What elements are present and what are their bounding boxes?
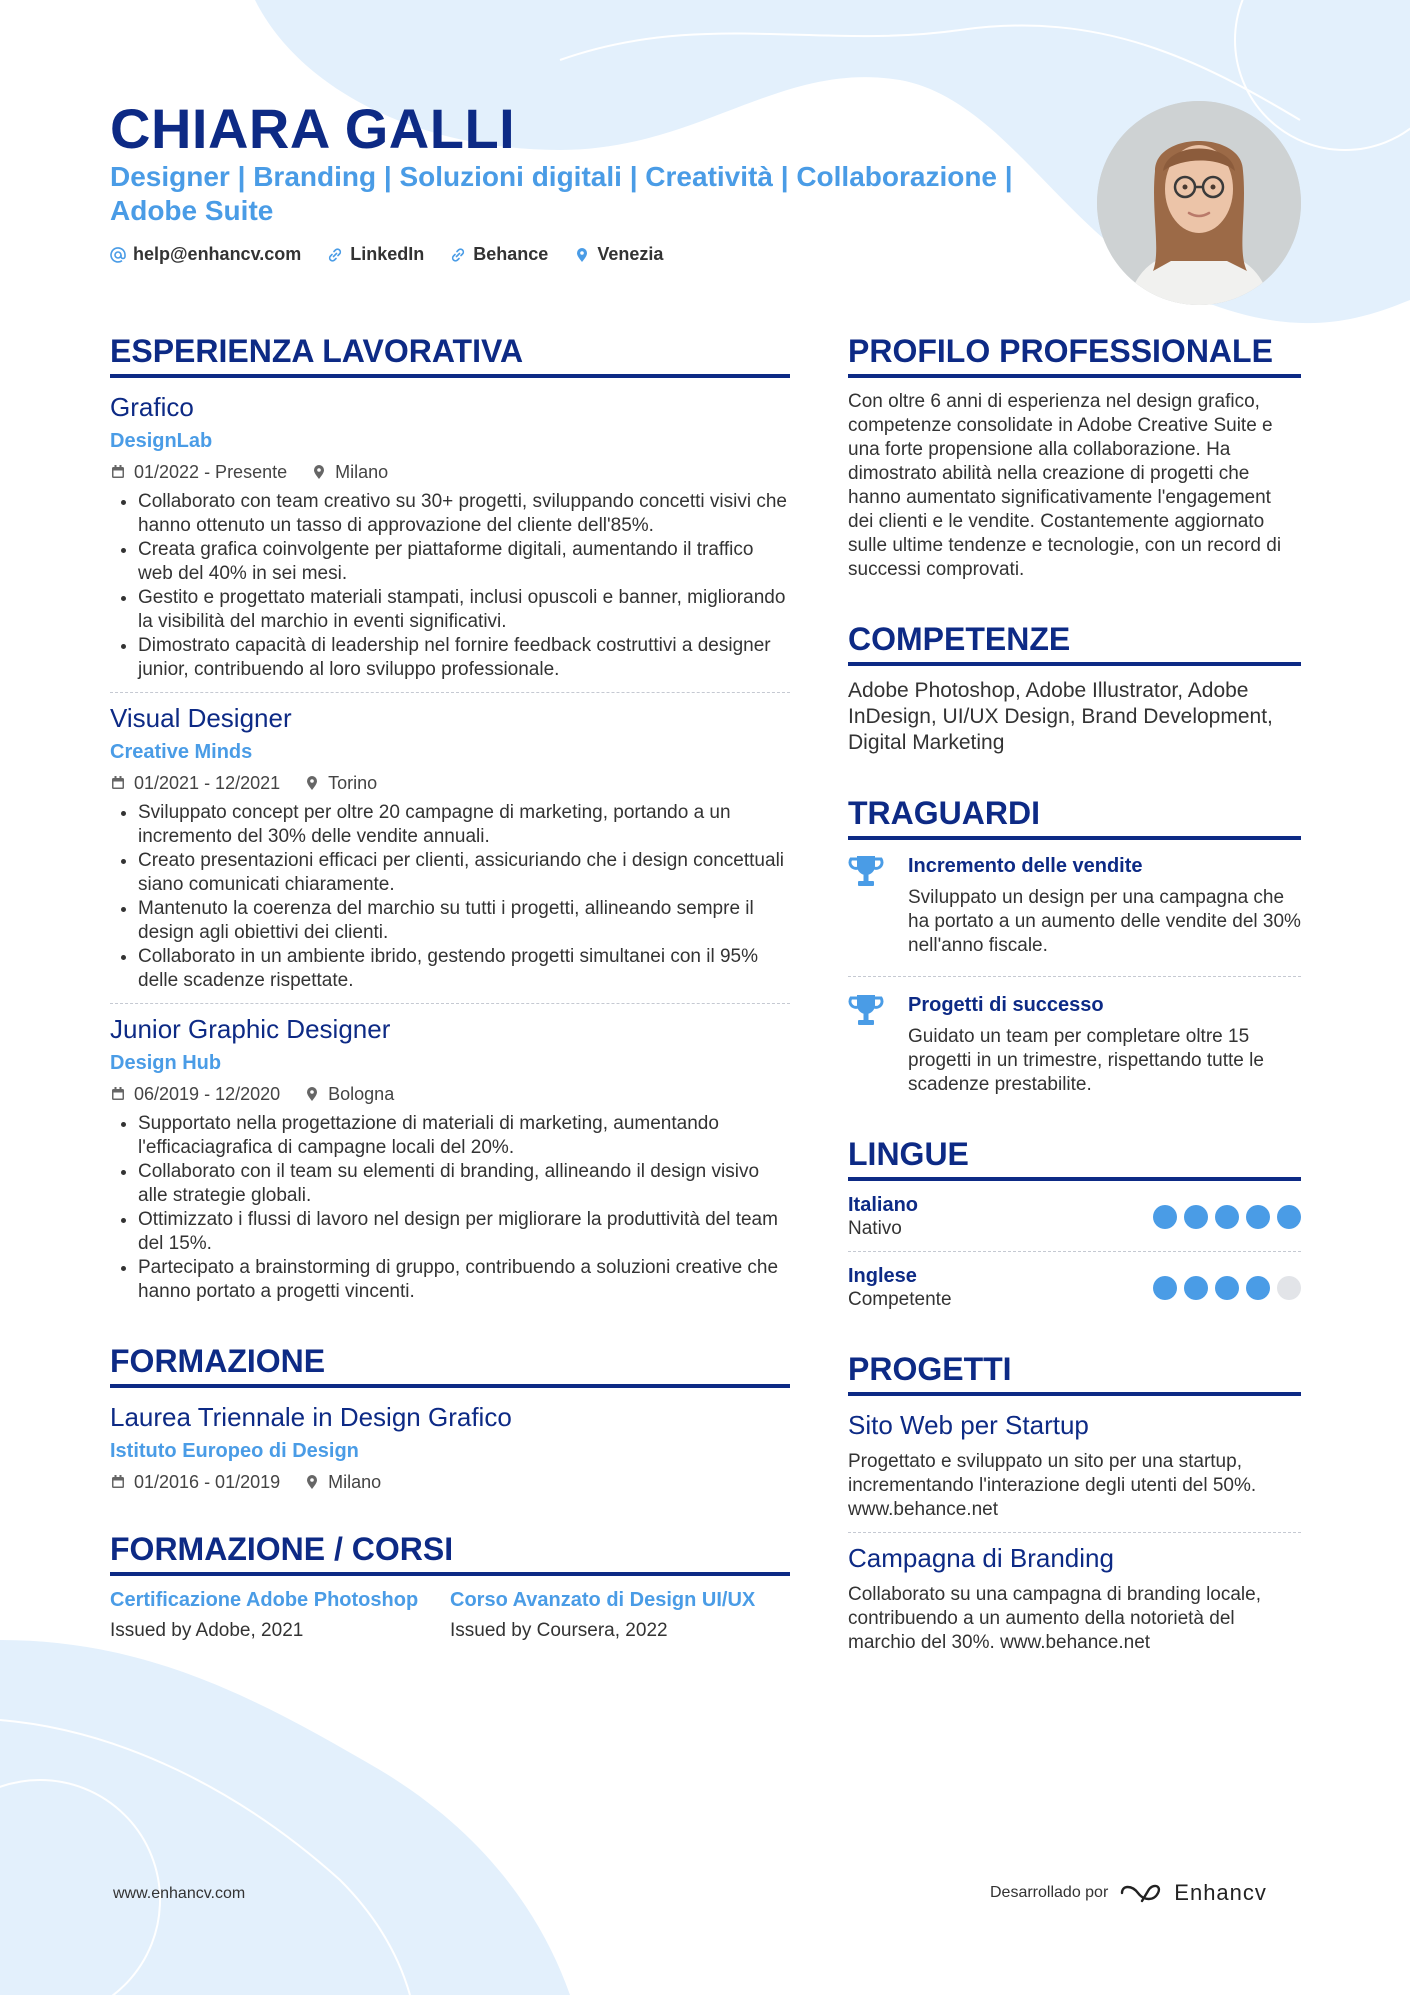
section-divider [110,374,790,378]
bullet-item: • Creata grafica coinvolgente per piattaforme digitali, aumentando il traffico web del 40% in sei mesi. [138,538,790,586]
trophy-icon [848,854,884,888]
trophy-icon [848,993,884,1027]
calendar-icon [110,1086,126,1102]
languages-section [848,1133,1301,1312]
experience-section [110,330,790,1304]
job-meta [110,460,790,484]
job-location: Torino [328,773,378,793]
bullet-item: • Creato presentazioni efficaci per clienti, assicuriando che i design concettuali siano comunicati chiaramente. [138,849,790,897]
job-entry [110,390,790,682]
experience-heading: ESPERIENZA LAVORATIVA [110,333,524,369]
job-meta [110,1082,790,1106]
contact-linkedin[interactable] [327,244,424,265]
job-role: Visual Designer [110,703,292,733]
rating-dot-filled [1246,1205,1270,1229]
calendar-icon [110,464,126,480]
rating-dot-empty [1277,1276,1301,1300]
left-column [110,330,790,1643]
achievement-desc: Guidato un team per completare oltre 15 progetti in un trimestre, rispettando tutte le scadenze prestabilite. [908,1026,1264,1095]
job-company: Design Hub [110,1052,222,1074]
rating-dot-filled [1277,1205,1301,1229]
section-divider [848,836,1301,840]
language-name: Inglese [848,1265,917,1287]
job-bullets [110,801,790,993]
rating-dot-filled [1184,1205,1208,1229]
section-divider [110,1572,790,1576]
bullet-item: • Collaborato con il team su elementi di branding, allineando il design visivo alle strategie globali. [138,1160,790,1208]
achievement-item [848,991,1301,1097]
portrait-illustration [1097,101,1301,305]
project-item [848,1408,1301,1522]
course-item [450,1588,790,1643]
contact-email-label: help@enhancv.com [133,244,302,264]
location-icon [304,1474,320,1490]
link-icon [450,247,466,263]
achievement-title: Progetti di successo [908,994,1104,1016]
job-dates: 01/2022 - Presente [134,462,288,482]
education-meta [110,1470,790,1494]
courses-heading: FORMAZIONE / CORSI [110,1531,454,1567]
language-rating [1153,1276,1301,1300]
location-icon [304,1086,320,1102]
rating-dot-filled [1215,1276,1239,1300]
course-title: Corso Avanzato di Design UI/UX [450,1589,756,1611]
profile-section [848,330,1301,582]
education-dates: 01/2016 - 01/2019 [134,1472,281,1492]
project-item [848,1541,1301,1655]
location-icon [304,775,320,791]
course-title: Certificazione Adobe Photoshop [110,1589,419,1611]
contact-behance[interactable] [450,244,548,265]
languages-heading: LINGUE [848,1136,969,1172]
job-entry [110,1012,790,1304]
courses-list [110,1588,790,1643]
section-divider [848,662,1301,666]
contact-email[interactable] [110,244,301,265]
rating-dot-filled [1246,1276,1270,1300]
at-icon [110,247,126,263]
right-column [848,330,1301,1655]
entry-divider [848,1532,1301,1533]
calendar-icon [110,1474,126,1490]
bullet-item: • Collaborato con team creativo su 30+ progetti, sviluppando concetti visivi che hanno ottenuto un tasso di approvazione del cliente dell'85%. [138,490,790,538]
entry-divider [848,1251,1301,1252]
bullet-item: • Partecipato a brainstorming di gruppo, contribuendo a soluzioni creative che hanno portato a progetti vincenti. [138,1256,790,1304]
rating-dot-filled [1153,1205,1177,1229]
language-rating [1153,1205,1301,1229]
contact-bar [110,244,663,265]
candidate-name: CHIARA GALLI [110,97,516,160]
job-role: Junior Graphic Designer [110,1014,391,1044]
achievements-heading: TRAGUARDI [848,795,1040,831]
bullet-item: • Supportato nella progettazione di materiali di marketing, aumentando l'efficaciagrafica di campagne locali del 20%. [138,1112,790,1160]
location-icon [574,247,590,263]
bullet-item: • Ottimizzato i flussi di lavoro nel design per migliorare la produttività del team del 15%. [138,1208,790,1256]
bullet-item: • Mantenuto la coerenza del marchio su tutti i progetti, allineando sempre il design agli obiettivi dei clienti. [138,897,790,945]
education-heading: FORMAZIONE [110,1343,326,1379]
project-title: Campagna di Branding [848,1543,1114,1573]
entry-divider [110,692,790,693]
language-item [848,1264,1301,1312]
rating-dot-filled [1215,1205,1239,1229]
profile-photo [1097,101,1301,305]
job-role: Grafico [110,392,194,422]
job-company: Creative Minds [110,741,253,763]
projects-section [848,1348,1301,1655]
rating-dot-filled [1184,1276,1208,1300]
degree-title: Laurea Triennale in Design Grafico [110,1402,512,1432]
section-divider [110,1384,790,1388]
job-bullets [110,1112,790,1304]
footer-site-link[interactable]: www.enhancv.com [113,1885,246,1902]
profile-text: Con oltre 6 anni di esperienza nel design grafico, competenze consolidate in Adobe Creative Suite e una forte propensione alla collaborazione. Ha dimostrato abilità nella creazione di progetti che hanno aumentato significativamente l'engagement dei clienti e le vendite. Costantemente aggiornato sulle ultime tendenze e tecnologie, con un record di successi comprovati. [848,391,1282,580]
job-company: DesignLab [110,430,213,452]
achievement-item [848,852,1301,958]
projects-heading: PROGETTI [848,1351,1012,1387]
tagline: Designer | Branding | Soluzioni digitali | Creatività | Collaborazione | Adobe Suite [110,161,1013,226]
courses-section [110,1528,790,1643]
skills-section [848,618,1301,756]
contact-location-label: Venezia [597,244,664,264]
bullet-item: • Dimostrato capacità di leadership nel fornire feedback costruttivi a designer junior, contribuendo al loro sviluppo professionale. [138,634,790,682]
enhancv-logo-icon [1118,1881,1164,1905]
course-issuer: Issued by Coursera, 2022 [450,1620,668,1641]
section-divider [848,1177,1301,1181]
footer-branding [990,1880,1267,1906]
course-item [110,1588,450,1643]
contact-location [574,244,663,265]
course-issuer: Issued by Adobe, 2021 [110,1620,304,1641]
language-level: Nativo [848,1218,902,1239]
bullet-item: • Gestito e progettato materiali stampati, inclusi opuscoli e banner, migliorando la visibilità del marchio in eventi significativi. [138,586,790,634]
achievement-title: Incremento delle vendite [908,855,1143,877]
project-desc: Progettato e sviluppato un sito per una startup, incrementando l'interazione degli utenti del 50%. www.behance.net [848,1451,1257,1520]
entry-divider [848,976,1301,977]
job-dates: 06/2019 - 12/2020 [134,1084,281,1104]
entry-divider [110,1003,790,1004]
rating-dot-filled [1153,1276,1177,1300]
contact-linkedin-label: LinkedIn [350,244,425,264]
school-name: Istituto Europeo di Design [110,1440,359,1462]
section-divider [848,374,1301,378]
skills-heading: COMPETENZE [848,621,1071,657]
project-desc: Collaborato su una campagna di branding locale, contribuendo a un aumento della notorietà del marchio del 30%. www.behance.net [848,1584,1261,1653]
bullet-item: • Sviluppato concept per oltre 20 campagne di marketing, portando a un incremento del 30% delle vendite annuali. [138,801,790,849]
job-location: Bologna [328,1084,395,1104]
location-icon [311,464,327,480]
education-location: Milano [328,1472,382,1492]
section-divider [848,1392,1301,1396]
calendar-icon [110,775,126,791]
language-item [848,1193,1301,1241]
brand-name: Enhancv [1174,1880,1267,1905]
job-entry [110,701,790,993]
link-icon [327,247,343,263]
achievement-desc: Sviluppato un design per una campagna che ha portato a un aumento delle vendite del 30% nell'anno fiscale. [908,887,1301,956]
job-bullets [110,490,790,682]
job-meta [110,771,790,795]
job-dates: 01/2021 - 12/2021 [134,773,281,793]
education-section [110,1340,790,1494]
powered-by-label: Desarrollado por [990,1884,1109,1901]
project-title: Sito Web per Startup [848,1410,1089,1440]
language-level: Competente [848,1289,952,1310]
achievements-section [848,792,1301,1097]
contact-behance-label: Behance [473,244,549,264]
language-name: Italiano [848,1194,919,1216]
bullet-item: • Collaborato in un ambiente ibrido, gestendo progetti simultanei con il 95% delle scadenze rispettate. [138,945,790,993]
job-location: Milano [335,462,389,482]
profile-heading: PROFILO PROFESSIONALE [848,333,1273,369]
skills-text: Adobe Photoshop, Adobe Illustrator, Adobe InDesign, UI/UX Design, Brand Development, Digital Marketing [848,679,1273,754]
